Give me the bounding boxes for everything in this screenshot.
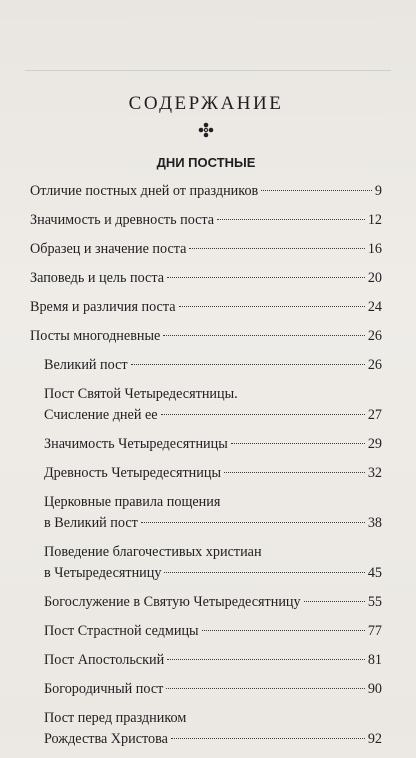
toc-subentry-page: 45 — [367, 565, 382, 581]
toc-subentry-page: 77 — [367, 623, 382, 639]
toc-entry-page: 24 — [367, 299, 382, 315]
toc-subentry — [30, 492, 382, 534]
toc-entry-page: 26 — [367, 328, 382, 344]
toc-entry — [30, 297, 382, 318]
dot-leader — [166, 688, 364, 689]
toc-subentry-title: Пост Страстной седмицы — [44, 623, 199, 639]
toc-entry-title: Отличие постных дней от праздников — [30, 183, 259, 199]
ornament-icon — [30, 120, 382, 140]
toc-entry-title: Образец и значение поста — [30, 241, 187, 257]
toc-subentry-title: в Четыредесятницу — [44, 565, 162, 581]
toc-subentry — [30, 384, 382, 426]
toc-entry-title: Заповедь и цель поста — [30, 270, 164, 286]
toc-subentry-page: 81 — [367, 652, 382, 668]
toc-subentry-title: Рождества Христова — [44, 731, 168, 747]
toc-subentry — [30, 679, 382, 700]
toc-subentry-title: в Великий пост — [44, 515, 138, 531]
toc-entry-page: 9 — [374, 183, 382, 199]
dot-leader — [224, 472, 365, 473]
toc-subentry-page: 32 — [367, 465, 382, 481]
toc-subentry-title-line1: Церковные правила пощения — [44, 494, 221, 510]
toc-subentry-title: Богородичный пост — [44, 681, 164, 697]
section-heading: ДНИ ПОСТНЫЕ — [156, 155, 256, 170]
table-of-contents — [30, 90, 382, 758]
bleed-through-rule — [25, 70, 391, 71]
toc-subentry-page: 29 — [367, 436, 382, 452]
toc-subentry-page: 27 — [367, 407, 382, 423]
dot-leader — [171, 738, 365, 739]
dot-leader — [179, 306, 365, 307]
toc-subentry-page: 38 — [367, 515, 382, 531]
toc-subentry-title-line1: Пост перед праздником — [44, 710, 187, 726]
dot-leader — [231, 443, 365, 444]
toc-subentry — [30, 434, 382, 455]
toc-entry-page: 20 — [367, 270, 382, 286]
toc-entry — [30, 239, 382, 260]
toc-subentry-title: Великий пост — [44, 357, 128, 373]
toc-entry — [30, 210, 382, 231]
dot-leader — [304, 601, 365, 602]
dot-leader — [167, 659, 365, 660]
dot-leader — [167, 277, 365, 278]
toc-subentry — [30, 592, 382, 613]
toc-subentry-title: Богослужение в Святую Четыредесятницу — [44, 594, 301, 610]
dot-leader — [164, 572, 364, 573]
toc-subentry-page: 92 — [367, 731, 382, 747]
dot-leader — [202, 630, 365, 631]
dot-leader — [189, 248, 364, 249]
toc-entry-title: Время и различия поста — [30, 299, 176, 315]
toc-entry-title: Значимость и древность поста — [30, 212, 215, 228]
toc-subentry-title: Пост Апостольский — [44, 652, 165, 668]
dot-leader — [131, 364, 365, 365]
toc-entry — [30, 181, 382, 202]
toc-subentry — [30, 708, 382, 750]
toc-subentry-title-line1: Поведение благочестивых христиан — [44, 544, 262, 560]
toc-subentry-title: Значимость Четыредесятницы — [44, 436, 228, 452]
toc-subentry — [30, 621, 382, 642]
toc-entry — [30, 326, 382, 347]
toc-subentry-page: 55 — [367, 594, 382, 610]
toc-subentry — [30, 650, 382, 671]
toc-subentry-page: 26 — [367, 357, 382, 373]
toc-list — [30, 181, 382, 750]
dot-leader — [141, 522, 365, 523]
toc-subentry-title: Счисление дней ее — [44, 407, 158, 423]
dot-leader — [217, 219, 365, 220]
toc-subentry — [30, 355, 382, 376]
toc-entry — [30, 268, 382, 289]
dot-leader — [161, 414, 365, 415]
toc-subentry — [30, 463, 382, 484]
toc-subentry-title: Древность Четыредесятницы — [44, 465, 221, 481]
dot-leader — [261, 190, 372, 191]
toc-subentry-title-line1: Пост Святой Четыредесятницы. — [44, 386, 238, 402]
toc-subentry — [30, 542, 382, 584]
toc-entry-page: 12 — [367, 212, 382, 228]
toc-entry-title: Посты многодневные — [30, 328, 161, 344]
toc-subentry-page: 90 — [367, 681, 382, 697]
toc-title: СОДЕРЖАНИЕ — [128, 93, 284, 114]
dot-leader — [163, 335, 364, 336]
toc-entry-page: 16 — [367, 241, 382, 257]
